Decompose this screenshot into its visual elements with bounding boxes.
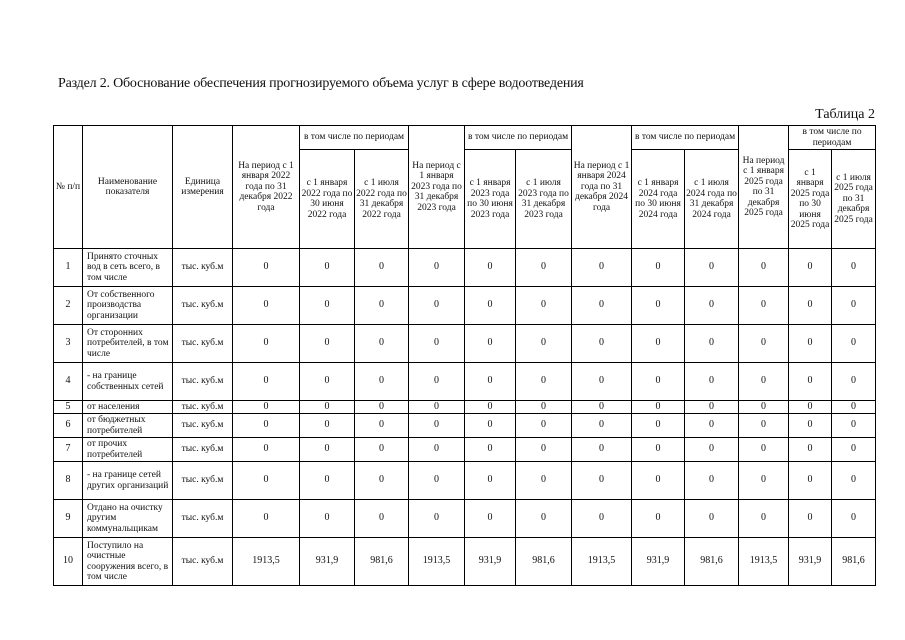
header-subgroup: в том числе по периодам	[465, 126, 572, 150]
row-unit: тыс. куб.м	[173, 414, 233, 438]
table-row	[54, 401, 876, 414]
row-value: 0	[572, 363, 632, 401]
header-num: № п/п	[54, 126, 83, 249]
row-value: 0	[465, 414, 516, 438]
row-value: 0	[739, 325, 789, 363]
row-value: 0	[739, 414, 789, 438]
row-value: 0	[516, 249, 572, 287]
header-subgroup: в том числе по периодам	[632, 126, 739, 150]
row-value: 0	[832, 401, 876, 414]
row-value: 0	[789, 414, 832, 438]
row-value: 0	[789, 287, 832, 325]
row-value: 0	[355, 401, 409, 414]
row-name: Поступило на очистные сооружения всего, в том числе	[83, 538, 173, 586]
row-value: 0	[572, 401, 632, 414]
row-value: 0	[832, 462, 876, 500]
row-value: 0	[516, 363, 572, 401]
row-unit: тыс. куб.м	[173, 325, 233, 363]
row-value: 0	[832, 438, 876, 462]
row-value: 0	[409, 438, 465, 462]
row-value: 0	[739, 401, 789, 414]
row-unit: тыс. куб.м	[173, 287, 233, 325]
table-header	[54, 126, 876, 249]
header-subgroup: в том числе по периодам	[789, 126, 876, 150]
row-value: 0	[632, 249, 685, 287]
row-num: 3	[54, 325, 83, 363]
row-value: 0	[832, 249, 876, 287]
data-table	[53, 125, 876, 586]
header-half-1: с 1 января 2022 года по 30 июня 2022 года	[300, 150, 355, 249]
row-value: 1913,5	[572, 538, 632, 586]
row-name: - на границе сетей других организаций	[83, 462, 173, 500]
row-value: 0	[832, 414, 876, 438]
row-value: 0	[355, 363, 409, 401]
header-unit: Единица измерения	[173, 126, 233, 249]
row-value: 0	[832, 287, 876, 325]
row-value: 0	[300, 287, 355, 325]
row-value: 0	[355, 414, 409, 438]
row-unit: тыс. куб.м	[173, 401, 233, 414]
row-value: 0	[300, 401, 355, 414]
row-value: 0	[409, 401, 465, 414]
row-value: 0	[465, 287, 516, 325]
row-value: 0	[789, 363, 832, 401]
table-row	[54, 363, 876, 401]
row-value: 0	[832, 363, 876, 401]
row-value: 0	[632, 438, 685, 462]
row-value: 0	[465, 325, 516, 363]
row-value: 0	[355, 462, 409, 500]
row-value: 0	[632, 414, 685, 438]
row-value: 931,9	[300, 538, 355, 586]
row-value: 0	[572, 414, 632, 438]
row-value: 931,9	[465, 538, 516, 586]
header-half-2: с 1 июля 2024 года по 31 декабря 2024 года	[685, 150, 739, 249]
row-name: От сторонних потребителей, в том числе	[83, 325, 173, 363]
row-num: 8	[54, 462, 83, 500]
table-row	[54, 249, 876, 287]
row-value: 0	[789, 401, 832, 414]
row-value: 0	[789, 325, 832, 363]
row-value: 0	[516, 462, 572, 500]
row-value: 0	[632, 287, 685, 325]
row-num: 9	[54, 500, 83, 538]
row-value: 0	[233, 414, 300, 438]
row-value: 1913,5	[409, 538, 465, 586]
row-value: 0	[632, 325, 685, 363]
row-value: 0	[233, 287, 300, 325]
row-value: 0	[685, 325, 739, 363]
row-value: 0	[233, 500, 300, 538]
table-row	[54, 287, 876, 325]
row-value: 0	[685, 249, 739, 287]
row-name: от прочих потребителей	[83, 438, 173, 462]
row-value: 0	[409, 414, 465, 438]
row-value: 0	[739, 287, 789, 325]
row-name: от населения	[83, 401, 173, 414]
row-value: 0	[789, 500, 832, 538]
header-subgroup: в том числе по периодам	[300, 126, 409, 150]
row-value: 0	[355, 287, 409, 325]
row-value: 0	[572, 287, 632, 325]
row-name: Отдано на очистку другим коммунальщикам	[83, 500, 173, 538]
row-value: 0	[789, 462, 832, 500]
row-value: 0	[739, 462, 789, 500]
header-half-2: с 1 июля 2022 года по 31 декабря 2022 года	[355, 150, 409, 249]
row-value: 0	[632, 401, 685, 414]
table-label: Таблица 2	[815, 107, 875, 122]
row-value: 0	[233, 325, 300, 363]
row-value: 0	[685, 401, 739, 414]
row-value: 0	[233, 462, 300, 500]
row-value: 0	[685, 438, 739, 462]
row-value: 0	[739, 500, 789, 538]
row-unit: тыс. куб.м	[173, 500, 233, 538]
row-value: 0	[685, 462, 739, 500]
section-title: Раздел 2. Обоснование обеспечения прогнозируемого объема услуг в сфере водоотведения	[58, 76, 584, 91]
table-row	[54, 500, 876, 538]
row-num: 2	[54, 287, 83, 325]
row-value: 0	[632, 363, 685, 401]
row-value: 0	[233, 438, 300, 462]
row-value: 0	[516, 500, 572, 538]
table-body	[54, 249, 876, 586]
row-value: 0	[685, 287, 739, 325]
row-unit: тыс. куб.м	[173, 249, 233, 287]
table-row	[54, 538, 876, 586]
row-value: 0	[832, 325, 876, 363]
row-value: 981,6	[685, 538, 739, 586]
row-value: 0	[409, 500, 465, 538]
row-value: 0	[355, 325, 409, 363]
header-period-total: На период с 1 января 2025 года по 31 декабря 2025 года	[739, 126, 789, 249]
table-row	[54, 414, 876, 438]
row-value: 0	[409, 287, 465, 325]
row-value: 0	[516, 401, 572, 414]
row-value: 0	[572, 438, 632, 462]
row-value: 0	[300, 438, 355, 462]
row-value: 0	[685, 500, 739, 538]
row-value: 0	[409, 462, 465, 500]
header-half-1: с 1 января 2024 года по 30 июня 2024 года	[632, 150, 685, 249]
row-value: 981,6	[355, 538, 409, 586]
row-num: 4	[54, 363, 83, 401]
row-value: 0	[300, 414, 355, 438]
row-value: 0	[409, 249, 465, 287]
row-unit: тыс. куб.м	[173, 462, 233, 500]
header-period-total: На период с 1 января 2024 года по 31 декабря 2024 года	[572, 126, 632, 249]
row-value: 0	[465, 462, 516, 500]
row-value: 0	[300, 500, 355, 538]
row-num: 5	[54, 401, 83, 414]
row-num: 10	[54, 538, 83, 586]
row-value: 0	[516, 414, 572, 438]
row-value: 0	[300, 249, 355, 287]
table-row	[54, 462, 876, 500]
table-row	[54, 325, 876, 363]
row-unit: тыс. куб.м	[173, 363, 233, 401]
row-value: 0	[739, 438, 789, 462]
row-value: 0	[739, 249, 789, 287]
row-value: 0	[632, 500, 685, 538]
row-value: 0	[572, 325, 632, 363]
row-value: 0	[233, 401, 300, 414]
row-unit: тыс. куб.м	[173, 538, 233, 586]
row-value: 0	[685, 363, 739, 401]
row-value: 0	[355, 438, 409, 462]
row-value: 1913,5	[233, 538, 300, 586]
row-value: 0	[685, 414, 739, 438]
row-value: 0	[465, 363, 516, 401]
row-value: 0	[789, 249, 832, 287]
header-name: Наименование показателя	[83, 126, 173, 249]
header-half-1: с 1 января 2025 года по 30 июня 2025 года	[789, 150, 832, 249]
row-value: 0	[465, 401, 516, 414]
table-row	[54, 438, 876, 462]
row-value: 0	[572, 249, 632, 287]
row-value: 0	[465, 438, 516, 462]
row-value: 0	[355, 249, 409, 287]
row-value: 0	[300, 462, 355, 500]
header-half-2: с 1 июля 2025 года по 31 декабря 2025 года	[832, 150, 876, 249]
row-value: 981,6	[832, 538, 876, 586]
row-value: 0	[233, 363, 300, 401]
row-value: 0	[572, 500, 632, 538]
row-value: 931,9	[789, 538, 832, 586]
row-value: 0	[409, 363, 465, 401]
row-value: 0	[516, 287, 572, 325]
row-value: 0	[572, 462, 632, 500]
row-value: 0	[789, 438, 832, 462]
row-num: 1	[54, 249, 83, 287]
row-value: 0	[632, 462, 685, 500]
row-num: 7	[54, 438, 83, 462]
row-value: 0	[832, 500, 876, 538]
row-num: 6	[54, 414, 83, 438]
row-value: 0	[465, 249, 516, 287]
row-name: Принято сточных вод в сеть всего, в том числе	[83, 249, 173, 287]
row-value: 0	[465, 500, 516, 538]
row-value: 1913,5	[739, 538, 789, 586]
row-unit: тыс. куб.м	[173, 438, 233, 462]
row-value: 0	[233, 249, 300, 287]
row-value: 0	[516, 438, 572, 462]
row-value: 981,6	[516, 538, 572, 586]
row-value: 0	[516, 325, 572, 363]
row-value: 931,9	[632, 538, 685, 586]
row-value: 0	[739, 363, 789, 401]
header-half-2: с 1 июля 2023 года по 31 декабря 2023 года	[516, 150, 572, 249]
row-value: 0	[300, 325, 355, 363]
row-value: 0	[355, 500, 409, 538]
header-half-1: с 1 января 2023 года по 30 июня 2023 года	[465, 150, 516, 249]
header-period-total: На период с 1 января 2022 года по 31 декабря 2022 года	[233, 126, 300, 249]
row-name: От собственного производства организации	[83, 287, 173, 325]
row-value: 0	[409, 325, 465, 363]
row-name: - на границе собственных сетей	[83, 363, 173, 401]
row-value: 0	[300, 363, 355, 401]
row-name: от бюджетных потребителей	[83, 414, 173, 438]
header-period-total: На период с 1 января 2023 года по 31 декабря 2023 года	[409, 126, 465, 249]
